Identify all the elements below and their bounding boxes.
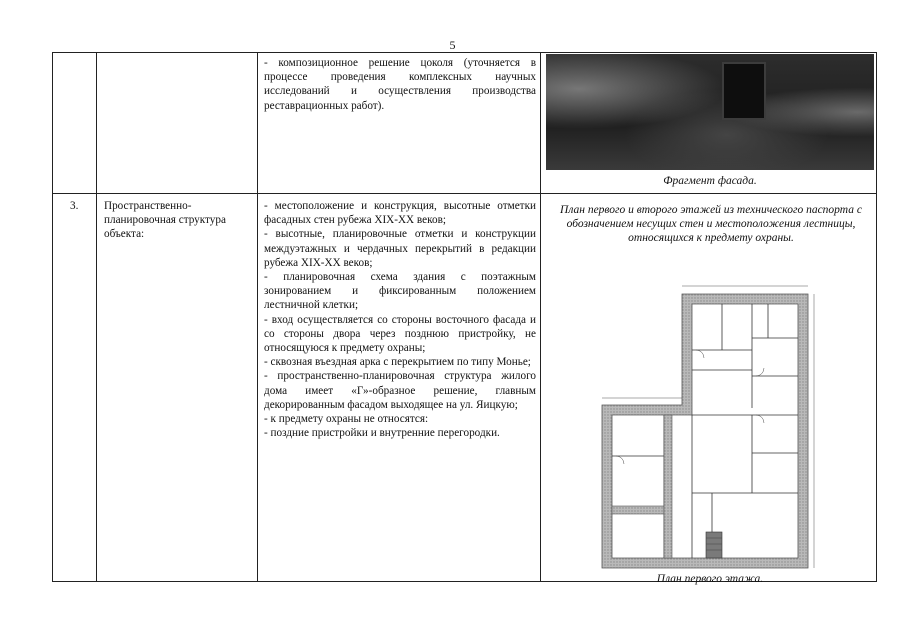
door-swing bbox=[756, 415, 764, 423]
door-swing bbox=[756, 368, 764, 376]
table-border-top bbox=[52, 52, 877, 53]
monument-table bbox=[52, 52, 877, 585]
row-divider bbox=[52, 193, 877, 194]
facade-fragment-photo bbox=[546, 54, 874, 170]
door-swing bbox=[696, 350, 704, 358]
column-divider bbox=[540, 52, 541, 582]
section-name: Пространственно-планировочная структура объекта: bbox=[104, 200, 226, 241]
table-border-right bbox=[876, 52, 877, 582]
description-paragraph: - к предмету охраны не относятся: bbox=[264, 413, 429, 426]
floor-plan-caption: План первого этажа. bbox=[656, 573, 764, 585]
facade-door-shape bbox=[722, 62, 766, 120]
row-number: 3. bbox=[70, 200, 79, 212]
floor-plan-title: План первого и второго этажей из технического паспорта с обозначением несущих стен и местоположения лестницы, относящихся к предмету охраны. bbox=[560, 204, 862, 244]
page-number: 5 bbox=[449, 38, 456, 52]
description-paragraph: - сквозная въездная арка с перекрытием по типу Монье; bbox=[264, 356, 531, 369]
column-divider bbox=[257, 52, 258, 582]
floor-plan-drawing bbox=[592, 258, 822, 570]
outer-walls bbox=[602, 294, 808, 568]
description-paragraph: - пространственно-планировочная структура жилого дома имеет «Г»-образное решение, главным декорированным фасадом выходящее на ул. Яицкую; bbox=[264, 370, 536, 411]
description-paragraph: - местоположение и конструкция, высотные отметки фасадных стен рубежа XIX-XX веков; bbox=[264, 200, 536, 227]
column-divider bbox=[96, 52, 97, 582]
description-paragraph: - композиционное решение цоколя (уточняется в процессе проведения комплексных научных исследований и осуществления производства реставрационных работ). bbox=[264, 57, 536, 112]
bearing-wall bbox=[612, 506, 664, 514]
facade-photo-caption: Фрагмент фасада. bbox=[663, 175, 757, 187]
table-border-left bbox=[52, 52, 53, 582]
staircase bbox=[706, 532, 722, 558]
row-1-description bbox=[264, 56, 536, 113]
description-paragraph: - поздние пристройки и внутренние перегородки. bbox=[264, 427, 500, 440]
bearing-wall bbox=[664, 415, 672, 558]
row-3-description bbox=[264, 199, 536, 440]
door-swing bbox=[616, 456, 624, 464]
description-paragraph: - высотные, планировочные отметки и конструкции междуэтажных и чердачных перекрытий в редакции рубежа XIX-XX веков; bbox=[264, 228, 536, 269]
description-paragraph: - вход осуществляется со стороны восточного фасада и со стороны двора через позднюю пристройку, не относящуюся к предмету охраны; bbox=[264, 313, 536, 355]
description-paragraph: - планировочная схема здания с поэтажным зонированием и фиксированным положением лестничной клетки; bbox=[264, 271, 536, 312]
